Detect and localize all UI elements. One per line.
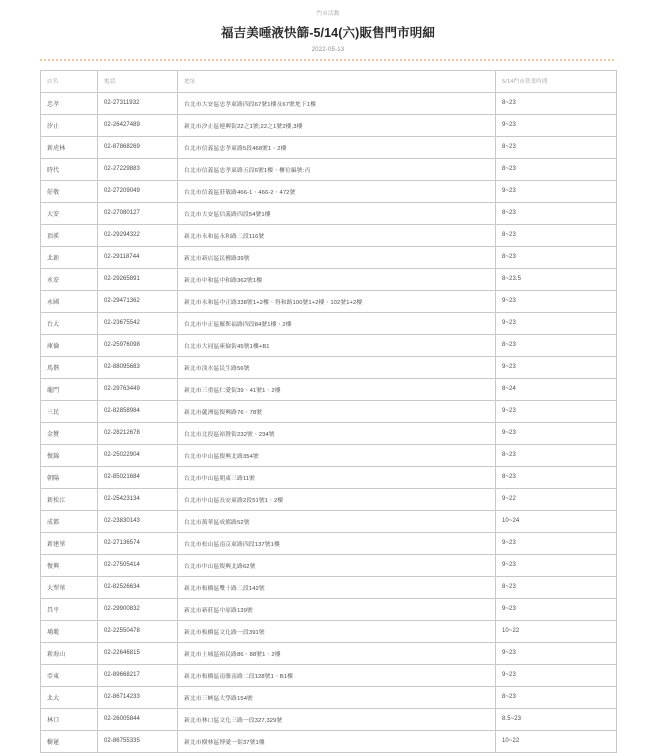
cell-phone: 02-27136574 xyxy=(98,532,178,554)
cell-hours: 9~23 xyxy=(496,642,617,664)
cell-name: 成都 xyxy=(41,510,98,532)
cell-addr: 台北市大同區庫倫街45號1樓+B1 xyxy=(178,334,496,356)
table-row xyxy=(41,312,617,334)
cell-name: 永安 xyxy=(41,268,98,290)
store-listing-table xyxy=(40,70,617,753)
column-header-address: 地址 xyxy=(178,70,496,92)
cell-hours: 9~23 xyxy=(496,356,617,378)
cell-addr: 新北市板橋區文化路一段391號 xyxy=(178,620,496,642)
cell-hours: 8~23 xyxy=(496,334,617,356)
cell-phone: 02-22550478 xyxy=(98,620,178,642)
table-container xyxy=(0,61,656,753)
cell-phone: 02-82526634 xyxy=(98,576,178,598)
cell-addr: 台北市中正區羅斯福路四段84號1樓、2樓 xyxy=(178,312,496,334)
page-title: 福吉美唾液快篩-5/14(六)販售門市明細 xyxy=(221,25,435,40)
category-eyebrow: 門市活動 xyxy=(316,11,340,17)
page-header xyxy=(0,0,656,53)
cell-name: 昌平 xyxy=(41,598,98,620)
cell-hours: 9~23 xyxy=(496,290,617,312)
cell-name: 林口 xyxy=(41,708,98,730)
cell-addr: 台北市信義區忠孝東路五段6號1樓、櫃位編號:丙 xyxy=(178,158,496,180)
cell-phone: 02-82858984 xyxy=(98,400,178,422)
cell-hours: 8~23 xyxy=(496,576,617,598)
cell-hours: 8~23 xyxy=(496,202,617,224)
cell-addr: 新北市林口區文化三路一段327,329號 xyxy=(178,708,496,730)
cell-name: 龍門 xyxy=(41,378,98,400)
table-row xyxy=(41,488,617,510)
cell-hours: 8~23 xyxy=(496,466,617,488)
cell-name: 復錦 xyxy=(41,444,98,466)
cell-addr: 台北市中山區復興北路62號 xyxy=(178,554,496,576)
cell-phone: 02-27229883 xyxy=(98,158,178,180)
cell-name: 北大 xyxy=(41,686,98,708)
cell-addr: 新北市新莊區中原路139號 xyxy=(178,598,496,620)
cell-phone: 02-28212678 xyxy=(98,422,178,444)
cell-name: 新海山 xyxy=(41,642,98,664)
cell-hours: 8~24 xyxy=(496,378,617,400)
cell-addr: 新北市三重區仁愛街39、41號1、2樓 xyxy=(178,378,496,400)
cell-hours: 8~23 xyxy=(496,686,617,708)
cell-name: 樹蓮 xyxy=(41,730,98,752)
table-row xyxy=(41,290,617,312)
cell-hours: 9~22 xyxy=(496,488,617,510)
cell-hours: 9~23 xyxy=(496,422,617,444)
cell-name: 頂溪 xyxy=(41,224,98,246)
table-row xyxy=(41,554,617,576)
cell-hours: 10~22 xyxy=(496,730,617,752)
table-row xyxy=(41,268,617,290)
cell-phone: 02-29294322 xyxy=(98,224,178,246)
cell-name: 永國 xyxy=(41,290,98,312)
cell-phone: 02-29763449 xyxy=(98,378,178,400)
cell-phone: 02-23830143 xyxy=(98,510,178,532)
cell-name: 金贊 xyxy=(41,422,98,444)
cell-hours: 9~23 xyxy=(496,114,617,136)
table-row xyxy=(41,532,617,554)
cell-hours: 10~22 xyxy=(496,620,617,642)
cell-phone: 02-26005844 xyxy=(98,708,178,730)
cell-name: 亞東 xyxy=(41,664,98,686)
cell-addr: 台北市大安區忠孝東路四段67號1樓及67號地下1樓 xyxy=(178,92,496,114)
cell-name: 汐止 xyxy=(41,114,98,136)
publish-date: 2022-05-13 xyxy=(311,46,345,53)
cell-name: 庫倫 xyxy=(41,334,98,356)
cell-addr: 新北市三峽區大學路154號 xyxy=(178,686,496,708)
cell-hours: 8~23 xyxy=(496,136,617,158)
cell-addr: 新北市板橋區南雅南路二段128號1、B1樓 xyxy=(178,664,496,686)
table-row xyxy=(41,334,617,356)
cell-name: 復興 xyxy=(41,554,98,576)
table-row xyxy=(41,92,617,114)
cell-phone: 02-29471362 xyxy=(98,290,178,312)
cell-name: 新虎林 xyxy=(41,136,98,158)
cell-hours: 9~23 xyxy=(496,554,617,576)
table-row xyxy=(41,598,617,620)
cell-addr: 新北市板橋區雙十路二段142號 xyxy=(178,576,496,598)
cell-addr: 台北市松山區南京東路四段137號1樓 xyxy=(178,532,496,554)
cell-name: 三民 xyxy=(41,400,98,422)
table-header xyxy=(41,70,617,92)
cell-hours: 8~23 xyxy=(496,444,617,466)
cell-phone: 02-23675542 xyxy=(98,312,178,334)
cell-phone: 02-88095683 xyxy=(98,356,178,378)
cell-phone: 02-29265891 xyxy=(98,268,178,290)
cell-name: 新松江 xyxy=(41,488,98,510)
cell-phone: 02-86755335 xyxy=(98,730,178,752)
column-header-hours: 5/14門市營業時間 xyxy=(496,70,617,92)
cell-hours: 8~23 xyxy=(496,158,617,180)
table-row xyxy=(41,158,617,180)
cell-phone: 02-22646815 xyxy=(98,642,178,664)
cell-addr: 新北市永和區永和路二段116號 xyxy=(178,224,496,246)
table-row xyxy=(41,378,617,400)
cell-phone: 02-86714233 xyxy=(98,686,178,708)
cell-addr: 台北市北投區裕贊街232號、234號 xyxy=(178,422,496,444)
table-row xyxy=(41,400,617,422)
cell-hours: 8~23 xyxy=(496,92,617,114)
table-row xyxy=(41,356,617,378)
cell-hours: 9~23 xyxy=(496,664,617,686)
table-row xyxy=(41,202,617,224)
cell-addr: 新北市土城區裕民路86、88號1、2樓 xyxy=(178,642,496,664)
table-row xyxy=(41,510,617,532)
cell-phone: 02-26427489 xyxy=(98,114,178,136)
table-row xyxy=(41,664,617,686)
cell-name: 大翠華 xyxy=(41,576,98,598)
table-row xyxy=(41,246,617,268)
cell-phone: 02-89668217 xyxy=(98,664,178,686)
table-row xyxy=(41,180,617,202)
cell-hours: 8~23.5 xyxy=(496,268,617,290)
cell-hours: 9~23 xyxy=(496,400,617,422)
cell-name: 莊敬 xyxy=(41,180,98,202)
cell-name: 時代 xyxy=(41,158,98,180)
table-row xyxy=(41,444,617,466)
cell-addr: 台北市中山區朝東三路11號 xyxy=(178,466,496,488)
cell-phone: 02-27505414 xyxy=(98,554,178,576)
cell-phone: 02-87868269 xyxy=(98,136,178,158)
cell-addr: 台北市萬華區成都路52號 xyxy=(178,510,496,532)
cell-phone: 02-27080127 xyxy=(98,202,178,224)
cell-addr: 台北市信義區忠孝東路5段468號1、2樓 xyxy=(178,136,496,158)
table-row xyxy=(41,708,617,730)
table-row xyxy=(41,466,617,488)
cell-addr: 台北市信義區莊敬路466-1、466-2、472號 xyxy=(178,180,496,202)
cell-name: 台大 xyxy=(41,312,98,334)
cell-addr: 新北市新店區民權路39號 xyxy=(178,246,496,268)
cell-addr: 新北市樹林區博愛一街37號1樓 xyxy=(178,730,496,752)
cell-hours: 9~23 xyxy=(496,532,617,554)
cell-hours: 8.5~23 xyxy=(496,708,617,730)
divider-container xyxy=(0,53,656,61)
column-header-phone: 電話 xyxy=(98,70,178,92)
table-body xyxy=(41,92,617,752)
table-row xyxy=(41,620,617,642)
cell-addr: 台北市大安區信義路四段54號1樓 xyxy=(178,202,496,224)
table-row xyxy=(41,576,617,598)
cell-name: 忠孝 xyxy=(41,92,98,114)
cell-name: 馬偕 xyxy=(41,356,98,378)
cell-name: 大安 xyxy=(41,202,98,224)
cell-addr: 台北市中山區復興北路354號 xyxy=(178,444,496,466)
cell-hours: 9~23 xyxy=(496,312,617,334)
cell-name: 北新 xyxy=(41,246,98,268)
cell-phone: 02-25022904 xyxy=(98,444,178,466)
cell-phone: 02-25976098 xyxy=(98,334,178,356)
column-header-store-name: 店名 xyxy=(41,70,98,92)
cell-phone: 02-27311932 xyxy=(98,92,178,114)
cell-name: 埔墘 xyxy=(41,620,98,642)
table-header-row xyxy=(41,70,617,92)
cell-addr: 新北市汐止區連興街22之1號;22之1號2樓,3樓 xyxy=(178,114,496,136)
cell-name: 新建華 xyxy=(41,532,98,554)
cell-phone: 02-25423134 xyxy=(98,488,178,510)
cell-hours: 9~23 xyxy=(496,180,617,202)
cell-hours: 8~23 xyxy=(496,224,617,246)
cell-hours: 10~24 xyxy=(496,510,617,532)
cell-addr: 新北市永和區中正路338號1+2樓、得和路100號1+2樓、102號1+2樓 xyxy=(178,290,496,312)
cell-phone: 02-85021684 xyxy=(98,466,178,488)
table-row xyxy=(41,114,617,136)
table-row xyxy=(41,224,617,246)
cell-addr: 新北市蘆洲區復興路76、78號 xyxy=(178,400,496,422)
cell-phone: 02-29900832 xyxy=(98,598,178,620)
table-row xyxy=(41,422,617,444)
cell-name: 朝陽 xyxy=(41,466,98,488)
cell-addr: 台北市中山區長安東路2段51號1、2樓 xyxy=(178,488,496,510)
cell-hours: 9~23 xyxy=(496,598,617,620)
table-row xyxy=(41,642,617,664)
cell-phone: 02-29118744 xyxy=(98,246,178,268)
cell-addr: 新北市中和區中和路362號1樓 xyxy=(178,268,496,290)
cell-phone: 02-27209049 xyxy=(98,180,178,202)
cell-hours: 8~23 xyxy=(496,246,617,268)
cell-addr: 新北市淡水區民生路56號 xyxy=(178,356,496,378)
table-row xyxy=(41,686,617,708)
table-row xyxy=(41,136,617,158)
table-row xyxy=(41,730,617,752)
